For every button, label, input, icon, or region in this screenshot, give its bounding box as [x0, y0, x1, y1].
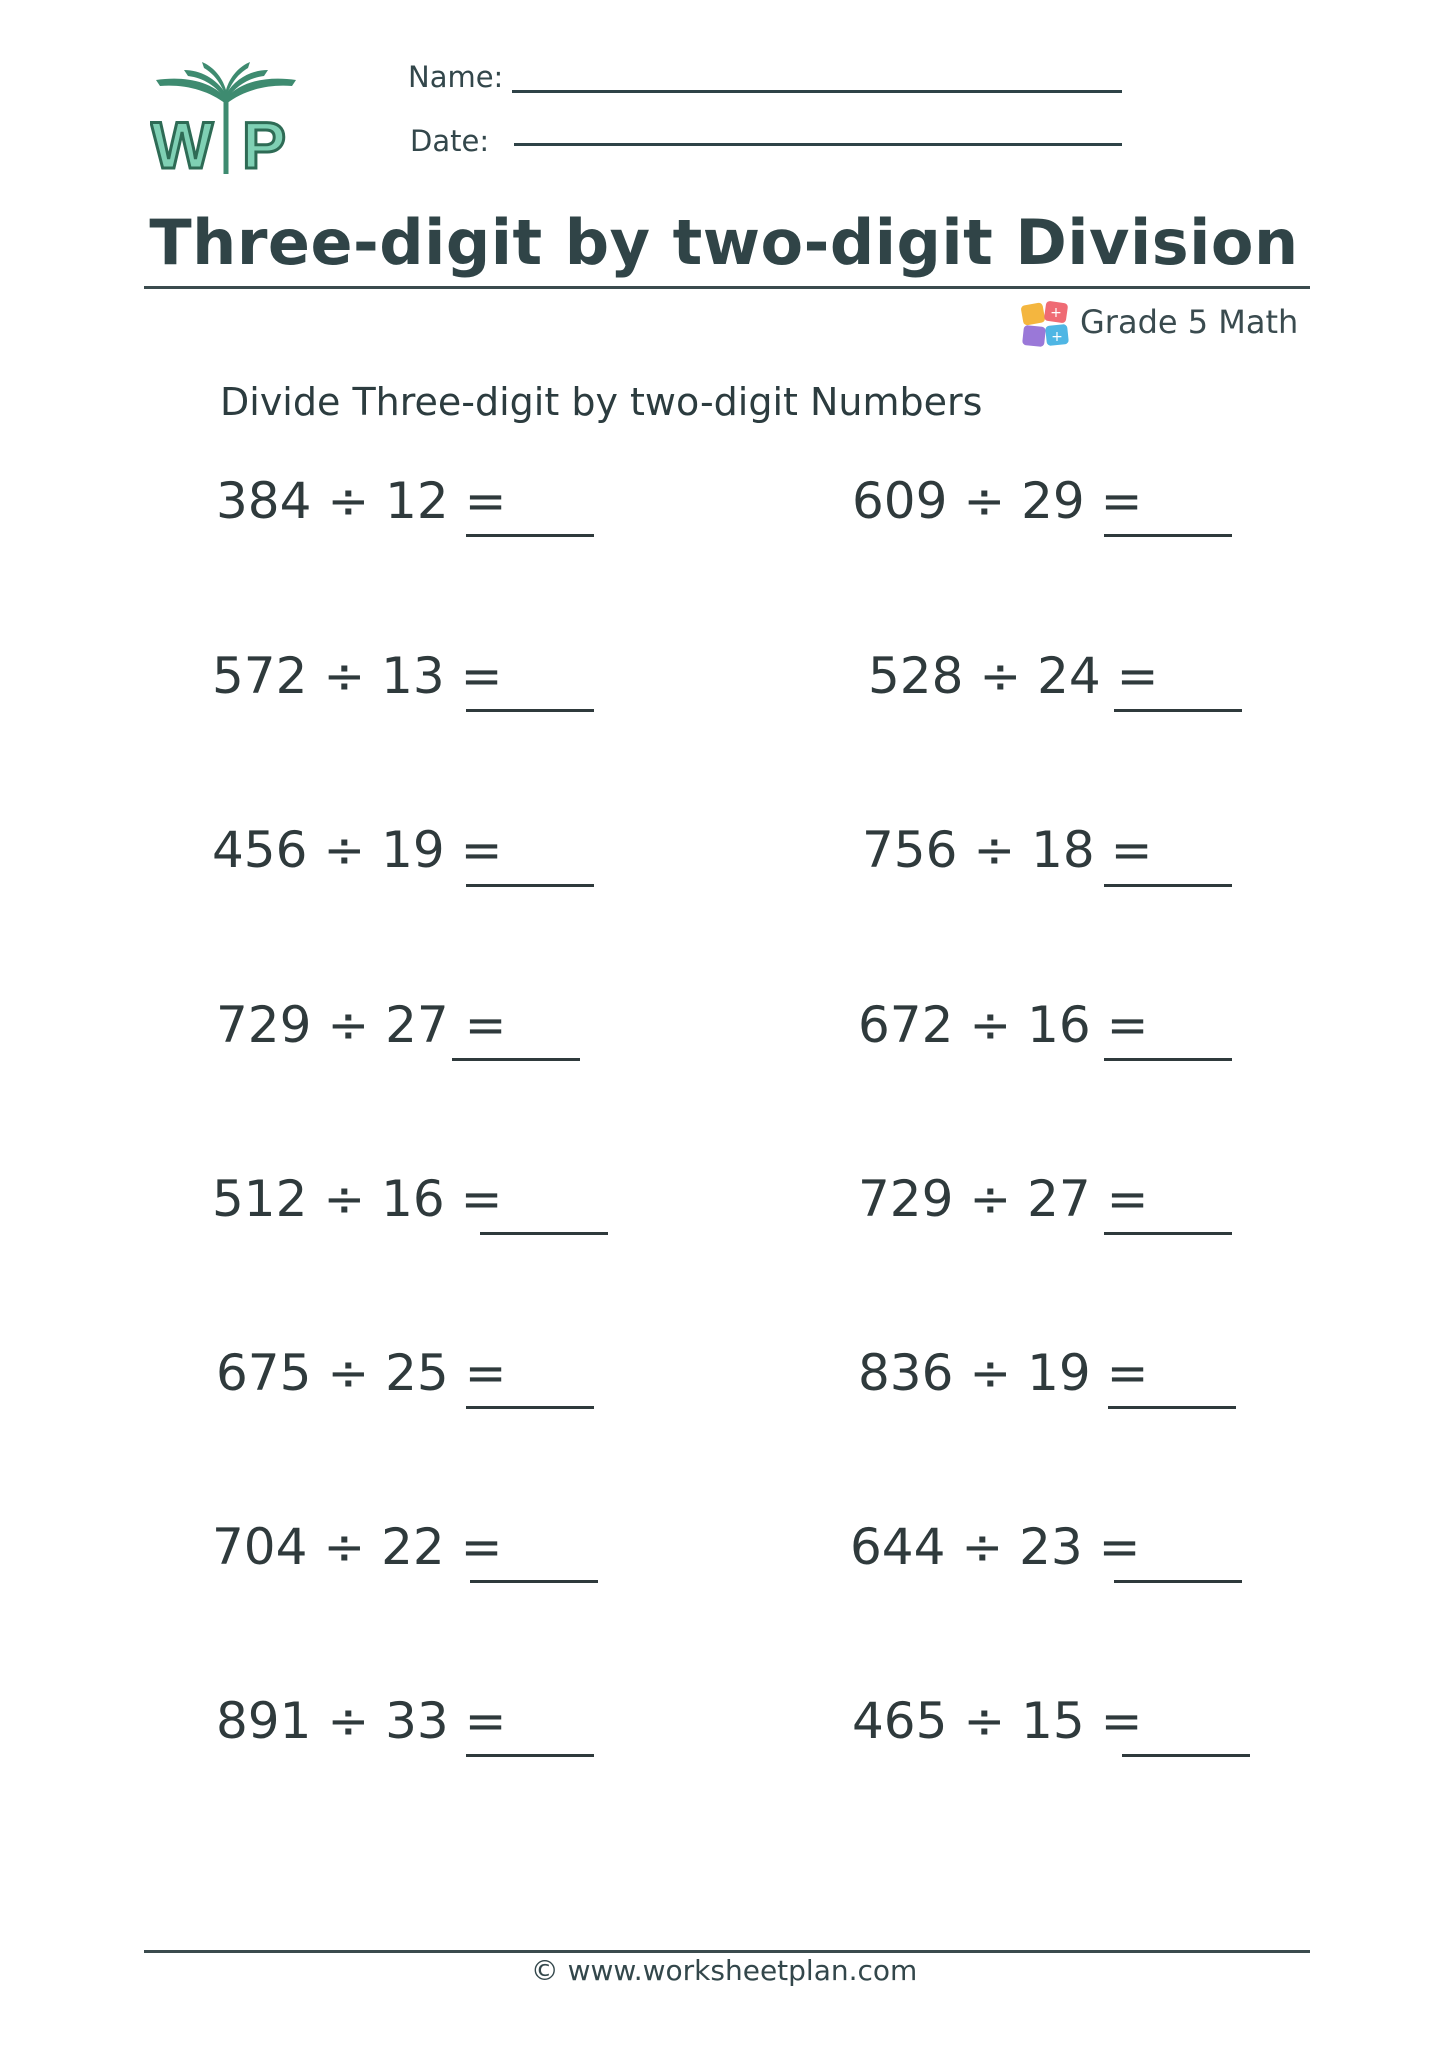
svg-text:+: +: [1050, 305, 1062, 321]
answer-blank[interactable]: [452, 1058, 580, 1061]
problem-left-7: 704 ÷ 22 =: [212, 1518, 503, 1576]
worksheet-title: Three-digit by two-digit Division: [149, 206, 1299, 279]
problem-right-4: 672 ÷ 16 =: [858, 996, 1149, 1054]
answer-blank[interactable]: [1108, 1406, 1236, 1409]
answer-blank[interactable]: [466, 884, 594, 887]
problem-right-3: 756 ÷ 18 =: [862, 821, 1153, 879]
answer-blank[interactable]: [1114, 1580, 1242, 1583]
problem-left-8: 891 ÷ 33 =: [216, 1692, 507, 1750]
problem-left-3: 456 ÷ 19 =: [212, 821, 503, 879]
answer-blank[interactable]: [480, 1232, 608, 1235]
problem-right-5: 729 ÷ 27 =: [858, 1170, 1149, 1228]
grade-label: Grade 5 Math: [1080, 303, 1299, 341]
worksheetplan-logo: [150, 58, 302, 176]
problem-right-2: 528 ÷ 24 =: [868, 647, 1159, 705]
problem-right-6: 836 ÷ 19 =: [858, 1344, 1149, 1402]
title-underline: [144, 286, 1310, 289]
grade-puzzle-icon: [1018, 300, 1072, 350]
footer-rule: [144, 1950, 1310, 1953]
problem-right-8: 465 ÷ 15 =: [852, 1692, 1143, 1750]
answer-blank[interactable]: [466, 1406, 594, 1409]
answer-blank[interactable]: [470, 1580, 598, 1583]
problem-right-1: 609 ÷ 29 =: [852, 472, 1143, 530]
answer-blank[interactable]: [1104, 1232, 1232, 1235]
answer-blank[interactable]: [466, 1754, 594, 1757]
problem-right-7: 644 ÷ 23 =: [850, 1518, 1141, 1576]
problem-left-6: 675 ÷ 25 =: [216, 1344, 507, 1402]
svg-text:+: +: [1051, 329, 1063, 345]
answer-blank[interactable]: [1104, 884, 1232, 887]
footer-copyright: © www.worksheetplan.com: [530, 1954, 918, 1987]
date-field[interactable]: [514, 143, 1122, 146]
answer-blank[interactable]: [466, 534, 594, 537]
name-field[interactable]: [512, 90, 1122, 93]
problem-left-2: 572 ÷ 13 =: [212, 647, 503, 705]
problem-left-4: 729 ÷ 27 =: [216, 996, 507, 1054]
answer-blank[interactable]: [1114, 709, 1242, 712]
answer-blank[interactable]: [466, 709, 594, 712]
problem-left-5: 512 ÷ 16 =: [212, 1170, 503, 1228]
instructions: Divide Three-digit by two-digit Numbers: [220, 380, 983, 424]
answer-blank[interactable]: [1104, 534, 1232, 537]
answer-blank[interactable]: [1104, 1058, 1232, 1061]
logo-letter-w: W: [150, 108, 214, 176]
problem-left-1: 384 ÷ 12 =: [216, 472, 507, 530]
answer-blank[interactable]: [1122, 1754, 1250, 1757]
date-label: Date:: [410, 124, 490, 158]
name-label: Name:: [408, 60, 504, 94]
logo-letter-p: P: [241, 108, 287, 176]
